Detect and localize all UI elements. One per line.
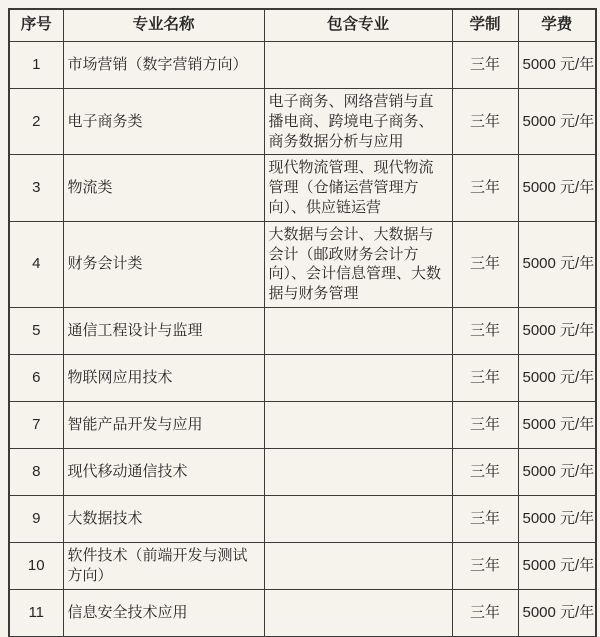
table-header-row bbox=[9, 9, 596, 42]
cell-index: 6 bbox=[9, 354, 63, 401]
cell-major: 市场营销（数字营销方向） bbox=[63, 42, 264, 89]
cell-major: 智能产品开发与应用 bbox=[63, 401, 264, 448]
cell-included bbox=[264, 42, 452, 89]
column-header-major: 专业名称 bbox=[63, 9, 264, 42]
cell-major: 现代移动通信技术 bbox=[63, 448, 264, 495]
cell-included bbox=[264, 589, 452, 637]
cell-included bbox=[264, 307, 452, 354]
cell-duration: 三年 bbox=[452, 221, 518, 307]
cell-duration: 三年 bbox=[452, 354, 518, 401]
table-row bbox=[9, 542, 596, 589]
cell-duration: 三年 bbox=[452, 307, 518, 354]
table-row bbox=[9, 221, 596, 307]
table-row bbox=[9, 354, 596, 401]
cell-duration: 三年 bbox=[452, 155, 518, 221]
table-row bbox=[9, 155, 596, 221]
column-header-tuition: 学费 bbox=[518, 9, 596, 42]
cell-index: 10 bbox=[9, 542, 63, 589]
cell-index: 9 bbox=[9, 495, 63, 542]
cell-duration: 三年 bbox=[452, 542, 518, 589]
cell-index: 1 bbox=[9, 42, 63, 89]
cell-included: 现代物流管理、现代物流管理（仓储运营管理方向）、供应链运营 bbox=[264, 155, 452, 221]
cell-tuition: 5000 元/年 bbox=[518, 307, 596, 354]
cell-included bbox=[264, 495, 452, 542]
cell-duration: 三年 bbox=[452, 448, 518, 495]
table-row bbox=[9, 448, 596, 495]
cell-tuition: 5000 元/年 bbox=[518, 589, 596, 637]
cell-duration: 三年 bbox=[452, 495, 518, 542]
cell-major: 财务会计类 bbox=[63, 221, 264, 307]
cell-major: 信息安全技术应用 bbox=[63, 589, 264, 637]
cell-tuition: 5000 元/年 bbox=[518, 495, 596, 542]
cell-tuition: 5000 元/年 bbox=[518, 448, 596, 495]
cell-included: 电子商务、网络营销与直播电商、跨境电子商务、商务数据分析与应用 bbox=[264, 89, 452, 155]
cell-index: 3 bbox=[9, 155, 63, 221]
cell-index: 2 bbox=[9, 89, 63, 155]
cell-major: 电子商务类 bbox=[63, 89, 264, 155]
cell-tuition: 5000 元/年 bbox=[518, 354, 596, 401]
table-row bbox=[9, 495, 596, 542]
column-header-index: 序号 bbox=[9, 9, 63, 42]
cell-major: 通信工程设计与监理 bbox=[63, 307, 264, 354]
cell-included bbox=[264, 401, 452, 448]
table-row bbox=[9, 589, 596, 637]
table-row bbox=[9, 307, 596, 354]
cell-index: 4 bbox=[9, 221, 63, 307]
cell-major: 物流类 bbox=[63, 155, 264, 221]
cell-tuition: 5000 元/年 bbox=[518, 542, 596, 589]
cell-included bbox=[264, 542, 452, 589]
cell-major: 大数据技术 bbox=[63, 495, 264, 542]
table-body bbox=[9, 42, 596, 637]
cell-index: 8 bbox=[9, 448, 63, 495]
cell-tuition: 5000 元/年 bbox=[518, 155, 596, 221]
cell-major: 物联网应用技术 bbox=[63, 354, 264, 401]
cell-tuition: 5000 元/年 bbox=[518, 42, 596, 89]
table-row bbox=[9, 89, 596, 155]
cell-tuition: 5000 元/年 bbox=[518, 221, 596, 307]
cell-duration: 三年 bbox=[452, 589, 518, 637]
cell-index: 5 bbox=[9, 307, 63, 354]
column-header-duration: 学制 bbox=[452, 9, 518, 42]
cell-included: 大数据与会计、大数据与会计（邮政财务会计方向）、会计信息管理、大数据与财务管理 bbox=[264, 221, 452, 307]
cell-included bbox=[264, 354, 452, 401]
cell-duration: 三年 bbox=[452, 89, 518, 155]
column-header-included: 包含专业 bbox=[264, 9, 452, 42]
cell-duration: 三年 bbox=[452, 401, 518, 448]
cell-index: 7 bbox=[9, 401, 63, 448]
cell-included bbox=[264, 448, 452, 495]
cell-tuition: 5000 元/年 bbox=[518, 89, 596, 155]
cell-tuition: 5000 元/年 bbox=[518, 401, 596, 448]
table-row bbox=[9, 42, 596, 89]
majors-table bbox=[8, 8, 597, 637]
cell-duration: 三年 bbox=[452, 42, 518, 89]
table-row bbox=[9, 401, 596, 448]
cell-index: 11 bbox=[9, 589, 63, 637]
cell-major: 软件技术（前端开发与测试方向） bbox=[63, 542, 264, 589]
